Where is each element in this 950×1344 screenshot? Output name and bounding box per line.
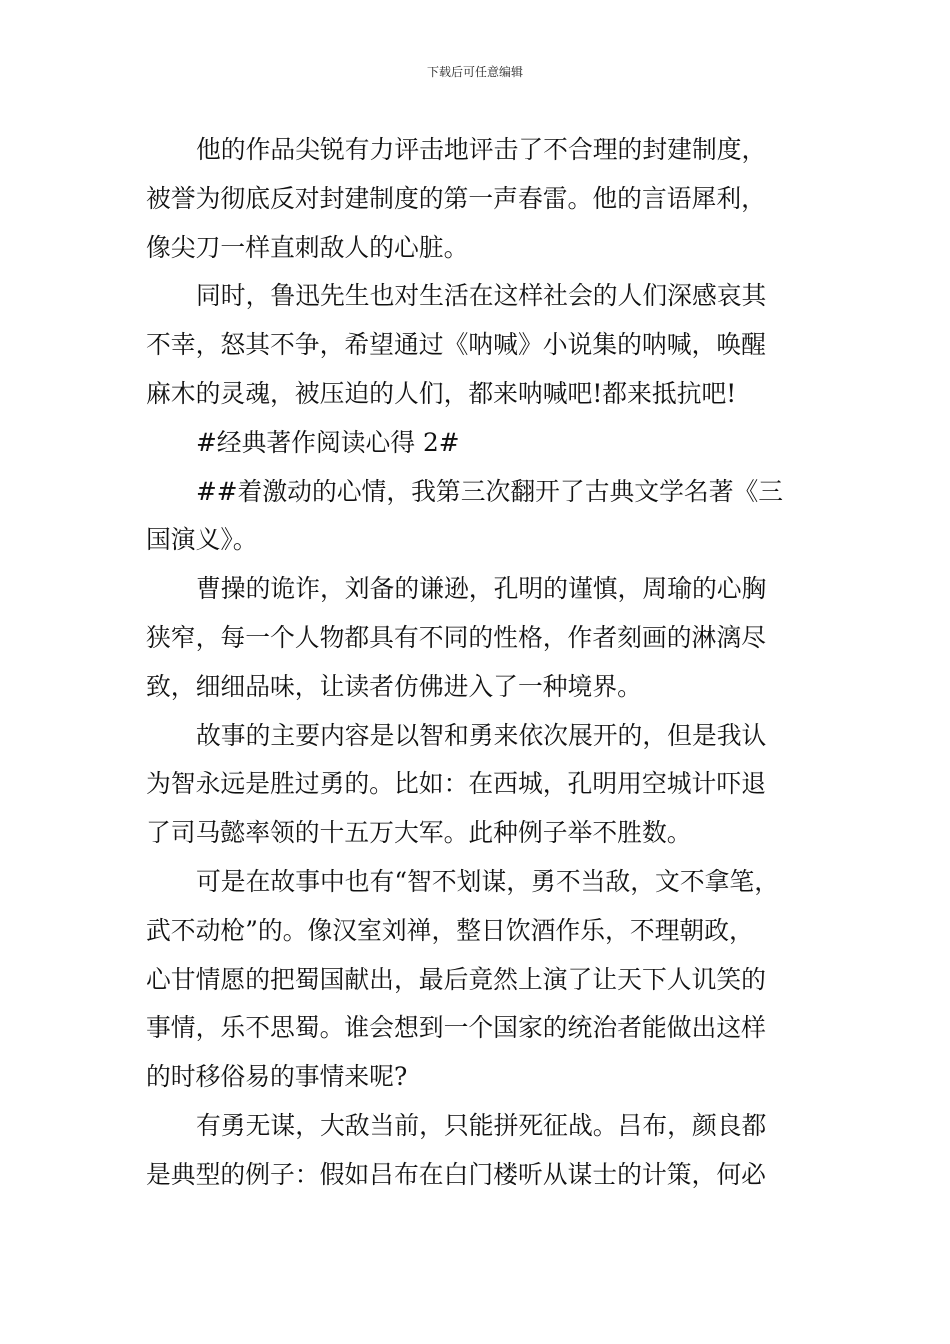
text-line: #经典著作阅读心得 2# xyxy=(196,427,460,457)
text-line: 心甘情愿的把蜀国献出，最后竟然上演了让天下人讥笑的 xyxy=(146,964,766,994)
text-line: 是典型的例子：假如吕布在白门楼听从谋士的计策，何必 xyxy=(146,1159,766,1189)
text-line: 狭窄，每一个人物都具有不同的性格，作者刻画的淋漓尽 xyxy=(146,622,766,652)
paragraph xyxy=(146,1102,836,1200)
text-line: 有勇无谋，大敌当前，只能拼死征战。吕布，颜良都 xyxy=(196,1110,767,1140)
paragraph xyxy=(146,272,836,418)
text-line: 曹操的诡诈，刘备的谦逊，孔明的谨慎，周瑜的心胸 xyxy=(196,574,767,604)
paragraph xyxy=(146,712,836,858)
text-line: 可是在故事中也有“智不划谋，勇不当敌，文不拿笔， xyxy=(196,866,780,896)
text-line: 同时，鲁迅先生也对生活在这样社会的人们深感哀其 xyxy=(196,281,767,311)
text-line: 被誉为彻底反对封建制度的第一声春雷。他的言语犀利， xyxy=(146,183,766,213)
text-line: ##着激动的心情，我第三次翻开了古典文学名著《三 xyxy=(196,476,784,506)
document-body xyxy=(146,126,836,1200)
text-line: 武不动枪”的。像汉室刘禅，整日饮酒作乐，不理朝政， xyxy=(146,915,754,945)
text-line: 不幸，怒其不争，希望通过《呐喊》小说集的呐喊，唤醒 xyxy=(146,330,766,360)
paragraph xyxy=(146,468,836,566)
text-line: 麻木的灵魂，被压迫的人们，都来呐喊吧!都来抵抗吧! xyxy=(146,378,737,408)
text-line: 致，细细品味，让读者仿佛进入了一种境界。 xyxy=(146,671,642,701)
text-line: 事情，乐不思蜀。谁会想到一个国家的统治者能做出这样 xyxy=(146,1013,766,1043)
text-line: 像尖刀一样直刺敌人的心脏。 xyxy=(146,232,469,262)
text-line: 国演义》。 xyxy=(146,525,258,555)
text-line: 了司马懿率领的十五万大军。此种例子举不胜数。 xyxy=(146,818,692,848)
page-header-note: 下载后可任意编辑 xyxy=(426,65,523,79)
paragraph xyxy=(146,565,836,711)
text-line: 的时移俗易的事情来呢? xyxy=(146,1062,408,1092)
paragraph xyxy=(146,126,836,272)
text-line: 他的作品尖锐有力评击地评击了不合理的封建制度， xyxy=(196,135,767,164)
paragraph-heading xyxy=(146,419,836,468)
paragraph xyxy=(146,858,836,1102)
text-line: 为智永远是胜过勇的。比如：在西城，孔明用空城计吓退 xyxy=(146,769,766,799)
text-line: 故事的主要内容是以智和勇来依次展开的，但是我认 xyxy=(196,720,767,750)
